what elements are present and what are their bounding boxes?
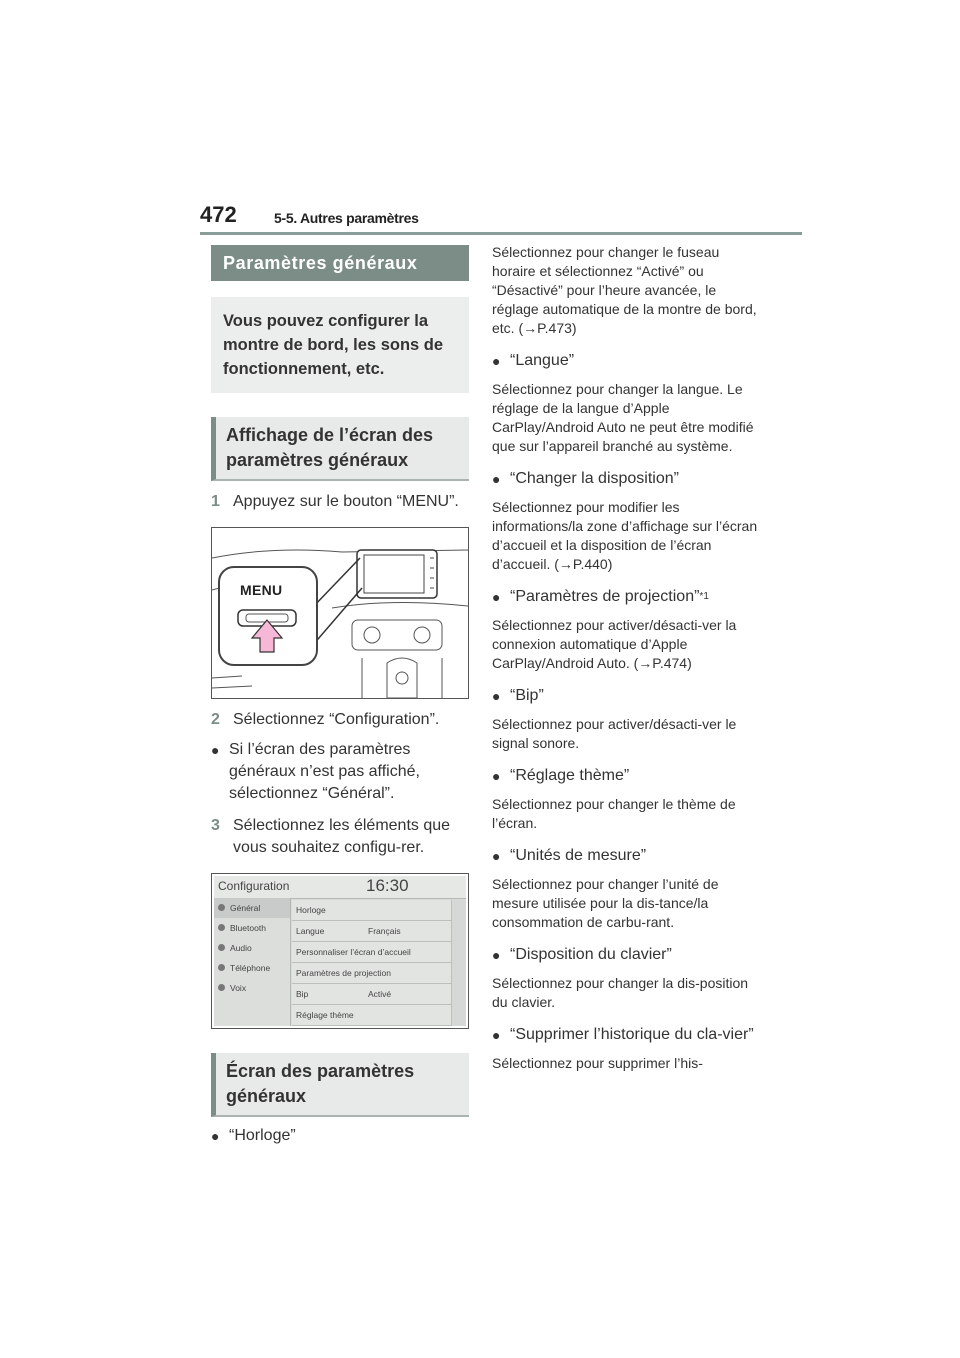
item-theme <box>492 765 762 787</box>
right-column <box>492 243 762 1079</box>
sidebar-item-audio[interactable]: Audio <box>214 938 290 958</box>
item-keyboard-layout <box>492 944 762 966</box>
sidebar-item-phone[interactable]: Téléphone <box>214 958 290 978</box>
header-rule <box>200 232 802 235</box>
page-number: 472 <box>200 202 237 227</box>
screen-header <box>214 876 466 899</box>
bullet-icon: ● <box>492 471 501 487</box>
phone-icon <box>218 964 225 971</box>
settings-row-theme[interactable]: Réglage thème <box>292 1005 452 1026</box>
note-general <box>211 739 469 805</box>
item-title: “Bip” <box>510 687 544 704</box>
item-title: “Réglage thème” <box>510 767 630 784</box>
sidebar-item-voice[interactable]: Voix <box>214 978 290 998</box>
bullet-icon: ● <box>492 1027 501 1043</box>
step-2 <box>211 709 469 731</box>
item-description: Sélectionnez pour changer la dis-position du clavier. <box>492 975 749 1010</box>
item-layout <box>492 468 762 490</box>
menu-label: MENU <box>240 582 283 598</box>
screen-scrollbar[interactable] <box>451 900 466 1026</box>
bullet-icon: ● <box>211 1128 220 1144</box>
bullet-icon: ● <box>211 742 220 758</box>
screen-clock: 16:30 <box>366 876 409 895</box>
voice-icon <box>218 984 225 991</box>
item-description: Sélectionnez pour activer/désacti-ver la connexion automatique d’Apple CarPlay/Android Auto. (→P.474) <box>492 617 737 671</box>
bullet-icon: ● <box>492 688 501 704</box>
page-title: Paramètres généraux <box>211 245 469 281</box>
item-description: Sélectionnez pour changer la langue. Le réglage de la langue d’Apple CarPlay/Android Auto ne peut être modifié que sur l’appareil branché au système. <box>492 381 754 454</box>
settings-row-projection[interactable]: Paramètres de projection <box>292 963 452 984</box>
bullet-icon: ● <box>492 768 501 784</box>
sidebar-item-general[interactable]: Général <box>214 898 290 918</box>
item-keyboard-history <box>492 1024 762 1046</box>
bullet-icon: ● <box>492 589 501 605</box>
step-1 <box>211 491 469 513</box>
press-arrow-icon <box>212 528 468 698</box>
section-title: 5-5. Autres paramètres <box>274 210 419 226</box>
configuration-screen <box>214 876 466 1026</box>
item-units <box>492 845 762 867</box>
step-3 <box>211 815 469 859</box>
item-title: “Horloge” <box>229 1127 296 1144</box>
settings-row-beep[interactable]: Bip Activé <box>292 984 452 1005</box>
music-note-icon <box>218 944 225 951</box>
note-text: Si l’écran des paramètres généraux n’est pas affiché, sélectionnez “Général”. <box>229 741 420 802</box>
configuration-screen-figure <box>211 873 469 1029</box>
item-title: “Supprimer l’historique du cla-vier” <box>510 1026 754 1043</box>
clock-description: Sélectionnez pour changer le fuseau horaire et sélectionnez “Activé” ou “Désactivé” pour l’heure avancée, le réglage automatique de la montre de bord, etc. (→P.473) <box>492 244 757 336</box>
gear-icon <box>218 904 225 911</box>
item-projection <box>492 586 762 608</box>
screen-title: Configuration <box>218 879 290 893</box>
item-description: Sélectionnez pour activer/désacti-ver le signal sonore. <box>492 716 737 751</box>
sidebar-item-bluetooth[interactable]: Bluetooth <box>214 918 290 938</box>
settings-row-clock[interactable]: Horloge <box>292 900 452 921</box>
bullet-icon: ● <box>492 353 501 369</box>
bullet-icon: ● <box>492 947 501 963</box>
item-title: “Paramètres de projection” <box>510 588 700 605</box>
bullet-icon: ● <box>492 848 501 864</box>
subheading-display: Affichage de l’écran des paramètres généraux <box>211 417 469 481</box>
item-beep <box>492 685 762 707</box>
bluetooth-icon <box>218 924 225 931</box>
intro-box: Vous pouvez configurer la montre de bord, les sons de fonctionnement, etc. <box>211 297 469 393</box>
footnote-mark: *1 <box>699 591 709 602</box>
item-title: “Langue” <box>510 352 575 369</box>
step-number: 2 <box>211 711 220 728</box>
item-language <box>492 350 762 372</box>
item-description: Sélectionnez pour modifier les informations/la zone d’affichage sur l’écran d’accueil et la disposition de l’écran d’accueil. (→P.440) <box>492 499 758 572</box>
item-description: Sélectionnez pour changer l’unité de mesure utilisée pour la dis-tance/la consommation de carbu-rant. <box>492 876 719 930</box>
item-clock <box>211 1125 469 1147</box>
step-text: Appuyez sur le bouton “MENU”. <box>233 493 459 510</box>
step-text: Sélectionnez “Configuration”. <box>233 711 440 728</box>
menu-button-figure <box>211 527 469 699</box>
step-number: 1 <box>211 493 220 510</box>
item-description: Sélectionnez pour changer le thème de l’écran. <box>492 796 736 831</box>
item-title: “Changer la disposition” <box>510 470 679 487</box>
item-description: Sélectionnez pour supprimer l’his- <box>492 1055 703 1071</box>
screen-sidebar <box>214 898 291 1026</box>
settings-row-home-screen[interactable]: Personnaliser l’écran d’accueil <box>292 942 452 963</box>
left-column <box>211 245 469 1147</box>
item-title: “Unités de mesure” <box>510 847 647 864</box>
subheading-general-screen: Écran des paramètres généraux <box>211 1053 469 1117</box>
step-text: Sélectionnez les éléments que vous souhaitez configu-rer. <box>233 817 451 856</box>
step-number: 3 <box>211 817 220 834</box>
settings-list <box>292 900 452 1026</box>
item-title: “Disposition du clavier” <box>510 946 672 963</box>
settings-row-language[interactable]: Langue Français <box>292 921 452 942</box>
